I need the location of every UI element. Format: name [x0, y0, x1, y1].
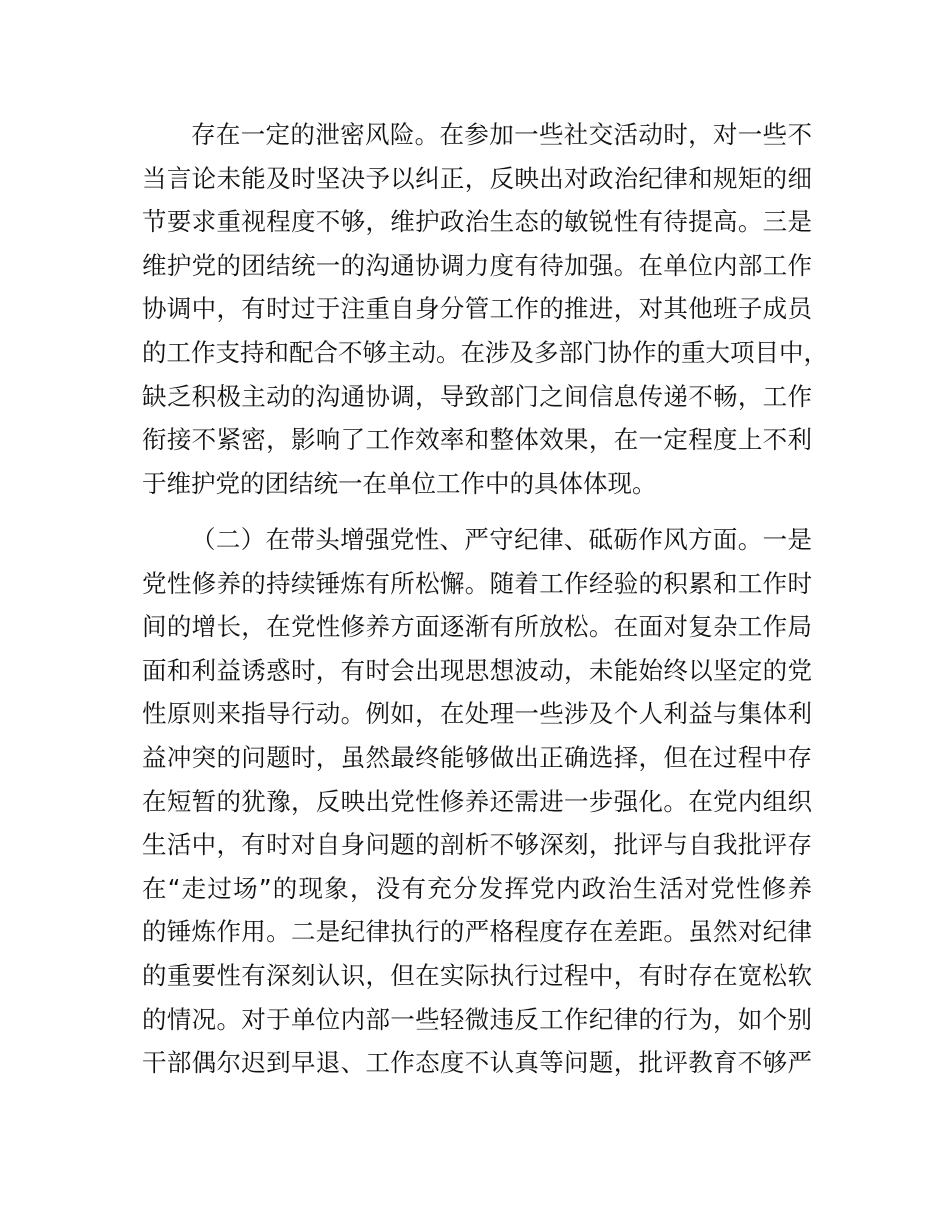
paragraph-line: 生活中，有时对自身问题的剖析不够深刻，批评与自我批评存 [142, 830, 812, 860]
paragraph-line: 的情况。对于单位内部一些轻微违反工作纪律的行为，如个别 [142, 1004, 812, 1034]
paragraph-line: （二）在带头增强党性、严守纪律、砥砺作风方面。一是 [191, 525, 812, 554]
paragraph-line: 协调中，有时过于注重自身分管工作的推进，对其他班子成员 [142, 294, 812, 324]
paragraph-line: 的锤炼作用。二是纪律执行的严格程度存在差距。虽然对纪律 [142, 917, 812, 947]
paragraph-line: 节要求重视程度不够，维护政治生态的敏锐性有待提高。三是 [142, 207, 812, 237]
paragraph-line: 在“走过场”的现象，没有充分发挥党内政治生活对党性修养 [142, 873, 812, 903]
paragraph-line: 当言论未能及时坚决予以纠正，反映出对政治纪律和规矩的细 [142, 163, 812, 193]
paragraph-line: 党性修养的持续锤炼有所松懈。随着工作经验的积累和工作时 [142, 568, 812, 598]
paragraph-line: 面和利益诱惑时，有时会出现思想波动，未能始终以坚定的党 [142, 655, 812, 685]
paragraph-line: 存在一定的泄密风险。在参加一些社交活动时，对一些不 [191, 120, 812, 149]
paragraph-line: 干部偶尔迟到早退、工作态度不认真等问题，批评教育不够严 [142, 1048, 812, 1078]
paragraph-line: 性原则来指导行动。例如，在处理一些涉及个人利益与集体利 [142, 699, 812, 729]
paragraph-2 [142, 518, 822, 1085]
paragraph-line: 维护党的团结统一的沟通协调力度有待加强。在单位内部工作 [142, 250, 812, 280]
paragraph-line: 的工作支持和配合不够主动。在涉及多部门协作的重大项目中， [142, 337, 828, 367]
paragraph-line: 衔接不紧密，影响了工作效率和整体效果，在一定程度上不利 [142, 425, 812, 455]
paragraph-1 [142, 113, 828, 505]
paragraph-line: 于维护党的团结统一在单位工作中的具体体现。 [142, 468, 657, 498]
paragraph-line: 缺乏积极主动的沟通协调，导致部门之间信息传递不畅，工作 [142, 381, 812, 411]
paragraph-line: 在短暂的犹豫，反映出党性修养还需进一步强化。在党内组织 [142, 786, 812, 816]
paragraph-line: 的重要性有深刻认识，但在实际执行过程中，有时存在宽松软 [142, 960, 812, 990]
paragraph-line: 间的增长，在党性修养方面逐渐有所放松。在面对复杂工作局 [142, 612, 812, 642]
paragraph-line: 益冲突的问题时，虽然最终能够做出正确选择，但在过程中存 [142, 742, 812, 772]
